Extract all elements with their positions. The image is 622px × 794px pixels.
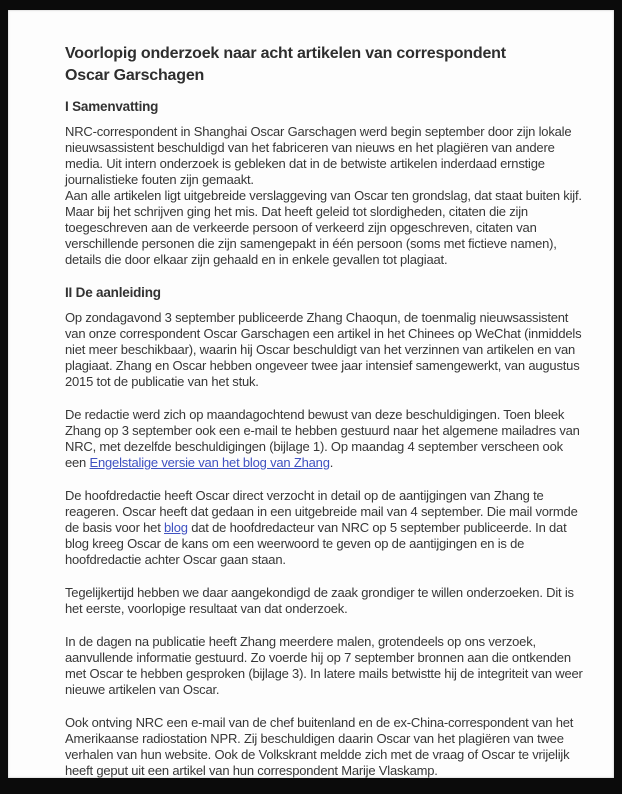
text-run: Voorlopig onderzoek naar acht artikelen van correspondent [65,45,506,62]
text-run: De hoofdredactie heeft Oscar direct verzocht in detail op de aantijgingen van Zhang te reageren. Oscar heeft dat gedaan in een uitgebreide mail van 4 september. Die mail vormde de basis voor het [65,488,578,535]
section-heading [65,285,585,301]
paragraph [65,488,586,568]
text-run: In de dagen na publicatie heeft Zhang meerdere malen, grotendeels op ons verzoek, aanvullende informatie gestuurd. Zo voerde hij op 7 september bronnen aan die ontkenden met Oscar te hebben gesproken (bijlage 3). In latere mails betwistte hij de integriteit van weer nieuwe artikelen van Oscar. [65,634,583,697]
text-run: I Samenvatting [65,99,159,114]
document-page [8,10,614,778]
document-content [8,10,614,779]
document-title [65,43,585,87]
text-run: De redactie werd zich op maandagochtend bewust van deze beschuldigingen. Toen bleek Zhang op 3 september ook een e-mail te hebben gestuurd naar het algemene mailadres van NRC, met dezelfde beschuldigingen (bijlage 1). Op maandag 4 september verscheen ook een [65,407,580,470]
text-run: Tegelijkertijd hebben we daar aangekondigd de zaak grondiger te willen onderzoeken. Dit is het eerste, voorlopige resultaat van dat onderzoek. [65,585,574,616]
text-run: Aan alle artikelen ligt uitgebreide verslaggeving van Oscar ten grondslag, dat staat buiten kijf. Maar bij het schrijven ging het mis. Dat heeft geleid tot slordigheden, citaten die zijn toegeschreven aan de verkeerde persoon of verkeerd zijn opgeschreven, citaten van verschillende personen die zijn samengepakt in één persoon (soms met fictieve namen), details die door elkaar zijn gehaald en in enkele gevallen tot plagiaat. [65,188,582,267]
text-run: II De aanleiding [65,285,161,300]
paragraph [65,715,586,779]
text-run: NRC-correspondent in Shanghai Oscar Garschagen werd begin september door zijn lokale nieuwsassistent beschuldigd van het fabriceren van nieuws en het plagiëren van andere media. Uit intern onderzoek is gebleken dat in de betwiste artikelen inderdaad ernstige journalistieke fouten zijn gemaakt. [65,124,572,187]
paragraph [65,407,586,471]
text-run: . [329,455,334,470]
text-run: Oscar Garschagen [65,67,205,84]
hyperlink[interactable]: blog [164,520,188,535]
paragraph [65,124,586,268]
section-heading [65,99,585,115]
paragraph [65,634,586,698]
paragraph [65,310,586,390]
text-run: Ook ontving NRC een e-mail van de chef buitenland en de ex-China-correspondent van het Amerikaanse radiostation NPR. Zij beschuldigen daarin Oscar van het plagiëren van twee verhalen van hun website. Ook de Volkskrant meldde zich met de vraag of Oscar te vrijelijk heeft geput uit een artikel van hun correspondent Marije Vlaskamp. [65,715,574,778]
hyperlink[interactable]: Engelstalige versie van het blog van Zhang [89,455,330,470]
text-run: Op zondagavond 3 september publiceerde Zhang Chaoqun, de toenmalig nieuwsassistent van onze correspondent Oscar Garschagen een artikel in het Chinees op WeChat (inmiddels niet meer beschikbaar), waarin hij Oscar beschuldigt van het verzinnen van artikelen en van plagiaat. Zhang en Oscar hebben ongeveer twee jaar intensief samengewerkt, van augustus 2015 tot de publicatie van het stuk. [65,310,582,389]
paragraph [65,585,586,617]
text-run: dat de hoofdredacteur van NRC op 5 september publiceerde. In dat blog kreeg Oscar de kans om een weerwoord te geven op de aantijgingen en is de hoofdredactie achter Oscar gaan staan. [65,520,567,567]
